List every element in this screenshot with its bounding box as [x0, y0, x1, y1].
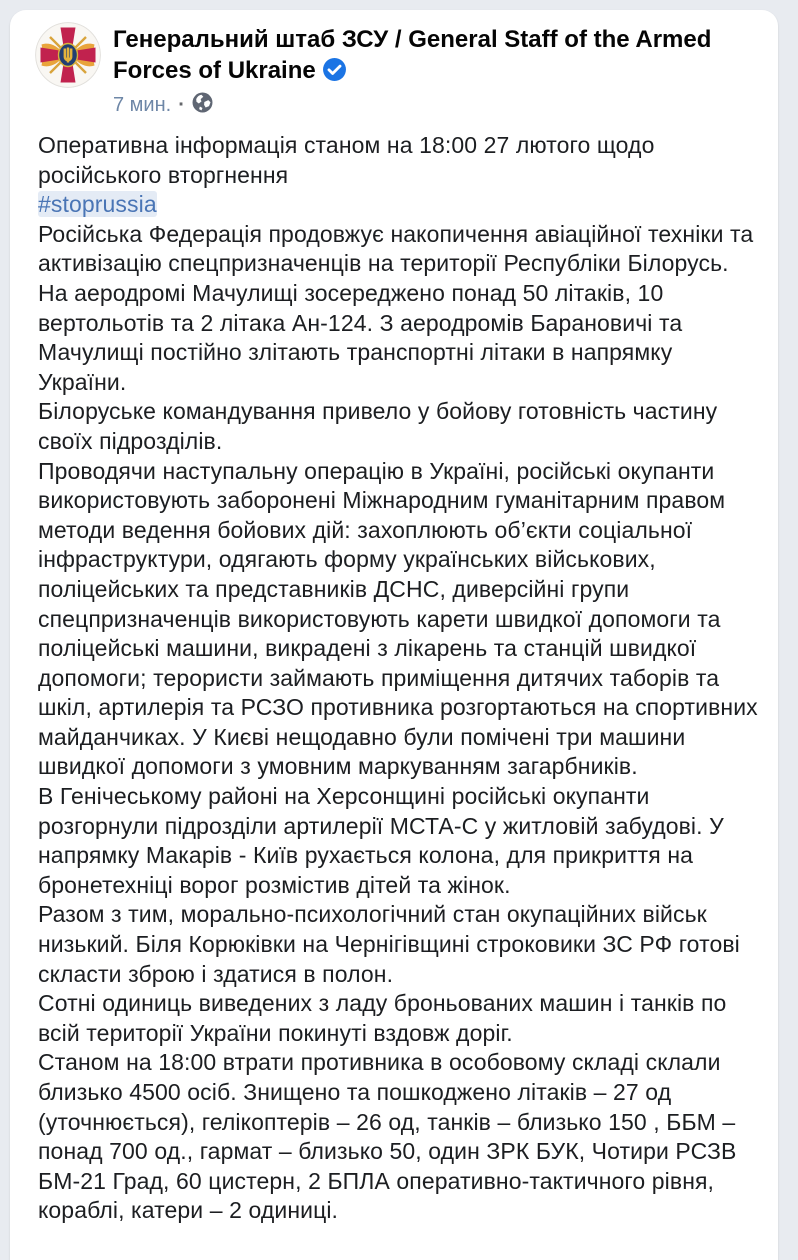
general-staff-emblem-icon — [35, 75, 101, 88]
post-paragraph: Оперативна інформація станом на 18:00 27 лютого щодо російського вторгнення — [38, 132, 661, 188]
post-paragraph: Сотні одиниць виведених з ладу броньованих машин і танків по всій території України покинуті вздовж доріг. — [38, 990, 733, 1046]
privacy-globe-icon — [192, 92, 213, 119]
post-paragraph: Російська Федерація продовжує накопичення авіаційної техніки та активізацію спецпризначенців на території Республіки Білорусь. На аеродромі Мачулищі зосереджено понад 50 літаків, 10 вертольотів та 2 літака Ан-124. З аеродромів Барановичі та Мачулищі постійно злітають транспортні літаки в напрямку України. — [38, 220, 760, 395]
verified-badge-icon — [322, 57, 347, 87]
post-header-text — [113, 22, 762, 119]
post-paragraph: В Генічеському районі на Херсонщині російські окупанти розгорнули підрозділи артилерії МСТА-С у житловій забудові. У напрямку Макарів - Київ рухається колона, для прикриття на бронетехніці ворог розмістив дітей та жінок. — [38, 783, 731, 898]
post-paragraph: Проводячи наступальну операцію в Україні, російські окупанти використовують заборонені Міжнародним гуманітарним правом методи ведення бойових дій: захоплюють об’єкти соціальної інфраструктури, одягають форму українських військових, поліцейських та представників ДСНС, диверсійні групи спецпризначенців використовують карети швидкої допомоги та поліцейські машини, викрадені з лікарень та станцій швидкої допомоги; терористи займають приміщення дитячих таборів та шкіл, артилерія та РСЗО противника розгортаються на спортивних майданчиках. У Києві нещодавно були помічені три машини швидкої допомоги з умовним маркуванням загарбників. — [38, 457, 765, 780]
post-paragraph: Разом з тим, морально-психологічний стан окупаційних військ низький. Біля Корюківки на Чернігівщині строковики ЗС РФ готові скласти зброю і здатися в полон. — [38, 901, 747, 987]
page-avatar[interactable] — [35, 22, 101, 88]
page-name-link[interactable]: Генеральний штаб ЗСУ / General Staff of the Armed Forces of Ukraine — [113, 26, 712, 84]
meta-separator: · — [178, 94, 185, 116]
hashtag-link[interactable]: #stoprussia — [38, 191, 157, 218]
post-timestamp[interactable]: 7 мин. — [113, 94, 172, 116]
post-header — [10, 10, 778, 119]
post-paragraph: Станом на 18:00 втрати противника в особовому складі склали близько 4500 осіб. Знищено та пошкоджено літаків – 27 од (уточнюється), гелікоптерів – 26 од, танків – близько 150 , ББМ – понад 700 од., гармат – близько 50, один ЗРК БУК, Чотири РСЗВ БМ-21 Град, 60 цистерн, 2 БПЛА оперативно-тактичного рівня, кораблі, катери – 2 одиниці. — [38, 1049, 743, 1224]
post-paragraph: Білоруське командування привело у бойову готовність частину своїх підрозділів. — [38, 398, 724, 454]
post-paragraph — [38, 190, 762, 220]
post-content — [10, 131, 778, 1256]
facebook-post-card — [10, 10, 778, 1260]
